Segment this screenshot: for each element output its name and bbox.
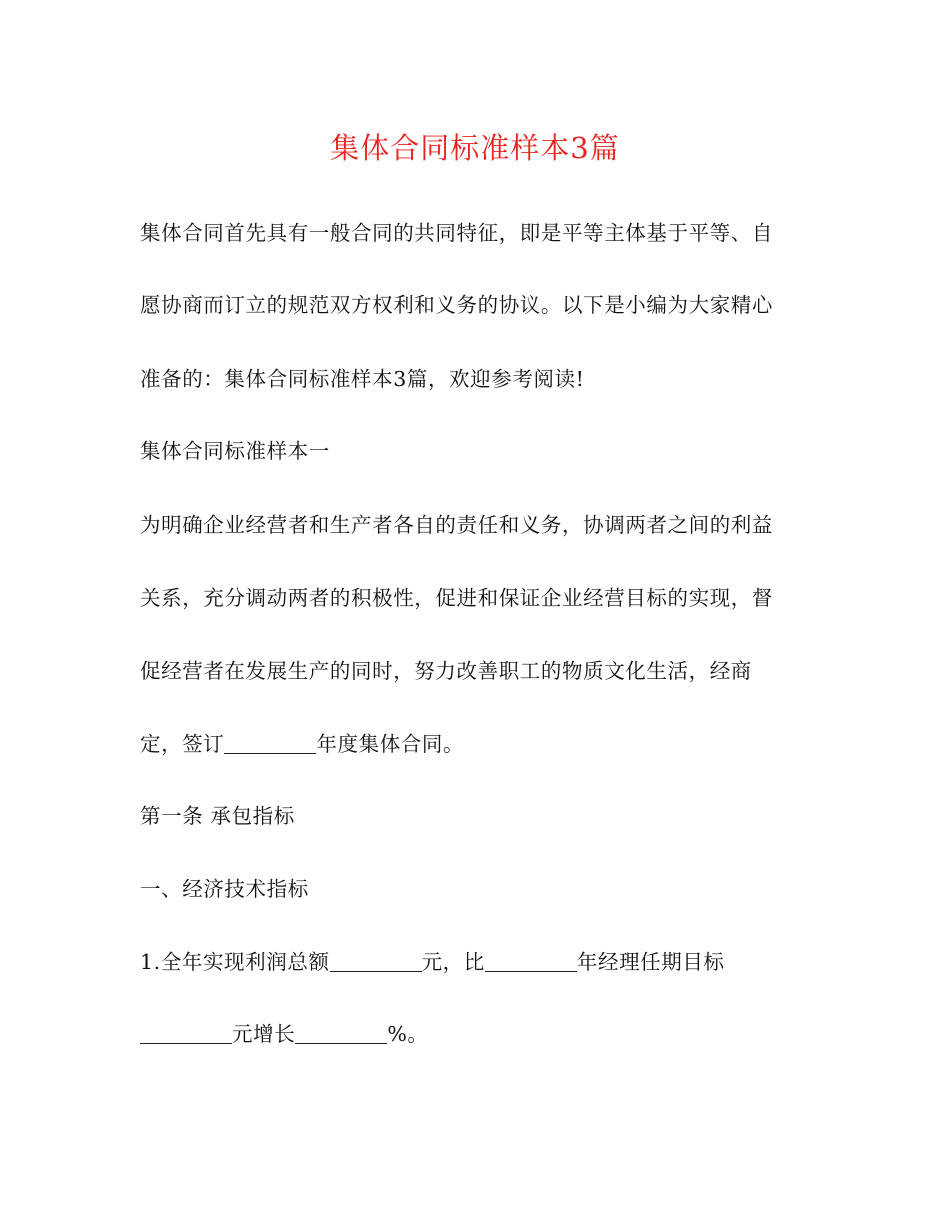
year-blank[interactable]: [224, 733, 316, 754]
item-1-line-1: [140, 947, 820, 977]
section-heading: 集体合同标准样本一: [140, 439, 330, 463]
intro-line-1: 集体合同首先具有一般合同的共同特征，即是平等主体基于平等、自: [140, 221, 773, 245]
preamble-line-4: [140, 729, 820, 759]
target-amount-blank[interactable]: [140, 1023, 232, 1044]
item-1-text-5: %。: [387, 1022, 429, 1046]
growth-percent-blank[interactable]: [295, 1023, 387, 1044]
preamble-line-1: 为明确企业经营者和生产者各自的责任和义务，协调两者之间的利益: [140, 513, 773, 537]
intro-line-2: 愿协商而订立的规范双方权利和义务的协议。以下是小编为大家精心: [140, 293, 773, 317]
profit-total-blank[interactable]: [330, 951, 422, 972]
item-1-text-1: 1.全年实现利润总额: [140, 950, 330, 974]
preamble-line-3: 促经营者在发展生产的同时，努力改善职工的物质文化生活，经商: [140, 659, 752, 683]
document-title: 集体合同标准样本3篇: [330, 131, 620, 165]
article-1-heading: 第一条 承包指标: [140, 804, 295, 828]
target-year-blank[interactable]: [485, 951, 577, 972]
preamble-line-4-after: 年度集体合同。: [316, 732, 465, 756]
sub-heading-1: 一、经济技术指标: [140, 877, 309, 901]
preamble-line-2: 关系，充分调动两者的积极性，促进和保证企业经营目标的实现，督: [140, 586, 773, 610]
item-1-text-3: 年经理任期目标: [576, 950, 725, 974]
item-1-text-4: 元增长: [232, 1022, 296, 1046]
item-1-line-2: [140, 1019, 820, 1049]
preamble-line-4-before: 定，签订: [140, 732, 225, 756]
intro-line-3: 准备的：集体合同标准样本3篇，欢迎参考阅读!: [140, 367, 585, 391]
item-1-text-2: 元，比: [421, 950, 485, 974]
